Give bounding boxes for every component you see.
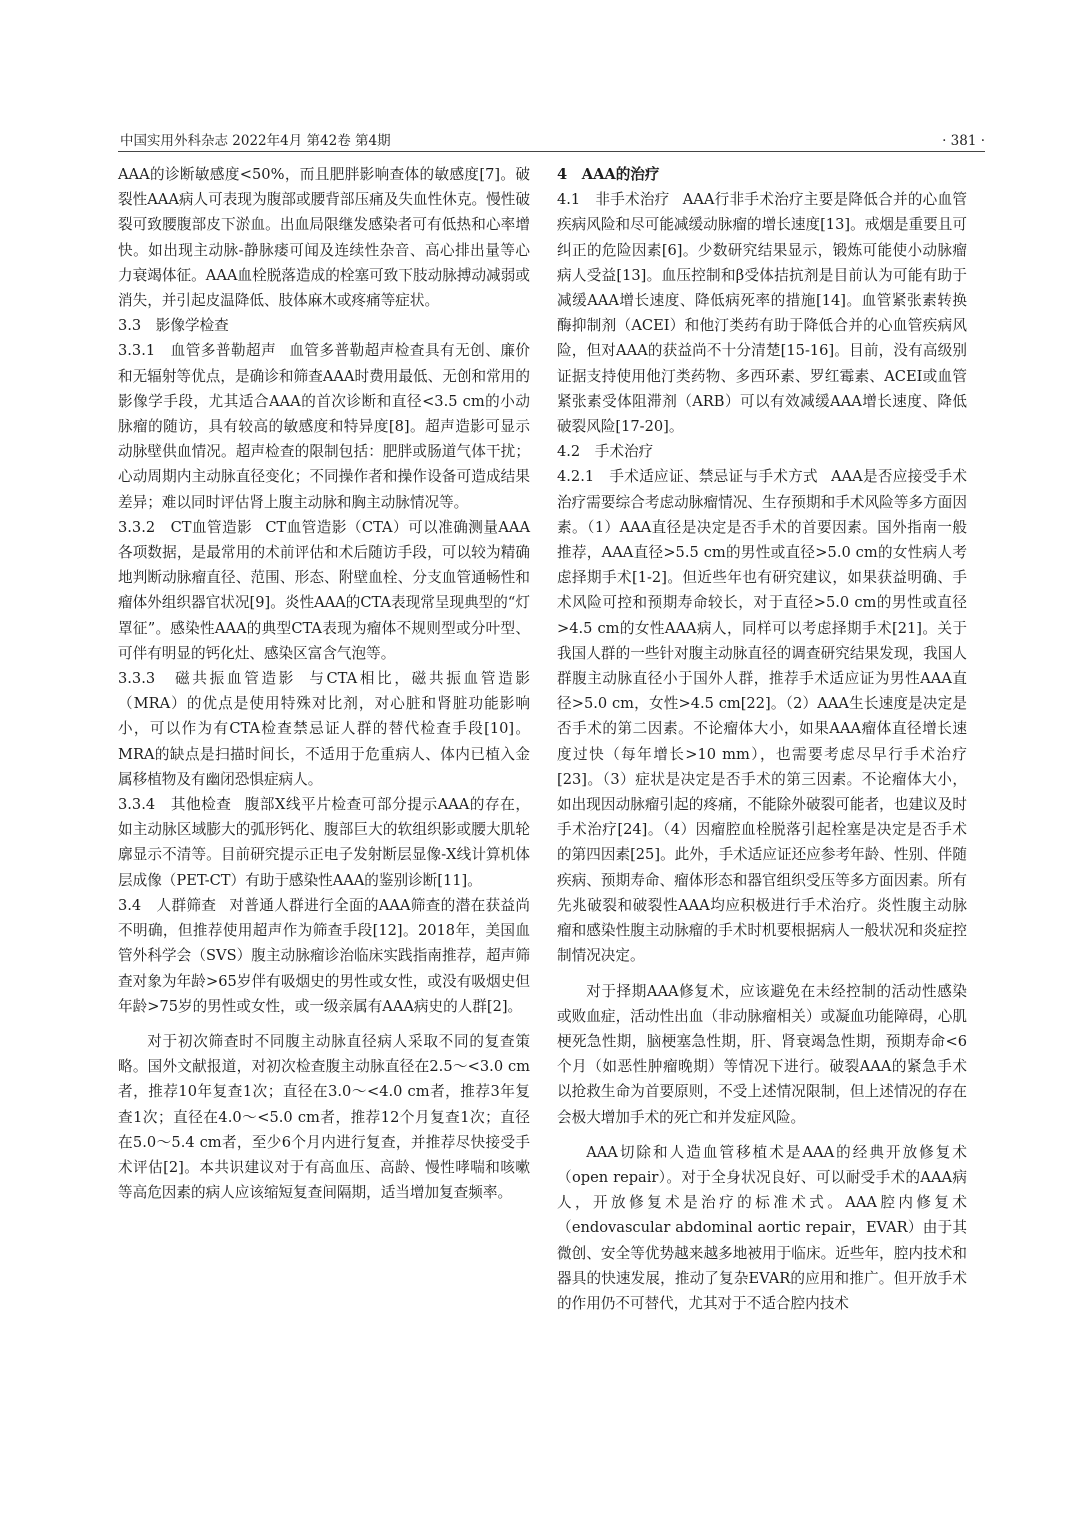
paragraph-screening [118, 893, 530, 1019]
subheading-doppler: 3.3.1 血管多普勒超声 [118, 342, 277, 360]
body-mra: 与CTA相比，磁共振血管造影（MRA）的优点是使用特殊对比剂，对心脏和肾脏功能影响小，可以作为有CTA检查禁忌证人群的替代检查手段[10]。MRA的缺点是扫描时间长，不适用于危重病人、体内已植入金属移植物及有幽闭恐惧症病人。 [118, 670, 530, 788]
section-heading-imaging: 3.3 影像学检查 [118, 317, 229, 335]
subheading-cta: 3.3.2 CT血管造影 [118, 518, 253, 536]
body-nonsurgical: AAA行非手术治疗主要是降低合并的心血管疾病风险和尽可能减缓动脉瘤的增长速度[13]。戒烟是重要且可纠正的危险因素[6]。少数研究结果显示，锻炼可能使小动脉瘤病人受益[13]。血压控制和β受体拮抗剂是目前认为可能有助于减缓AAA增长速度、降低病死率的措施[14]。血管紧张素转换酶抑制剂（ACEI）和他汀类药有助于降低合并的心血管疾病风险，但对AAA的获益尚不十分清楚[15-16]。目前，没有高级别证据支持使用他汀类药物、多西环素、罗红霉素、ACEI或血管紧张素受体阻滞剂（ARB）可以有效减缓AAA增长速度、降低破裂风险[17-20]。 [557, 191, 967, 436]
section-heading-treatment: 4 AAA的治疗 [557, 166, 660, 183]
paragraph-elective-repair: 对于择期AAA修复术，应该避免在未经控制的活动性感染或败血症，活动性出血（非动脉瘤相关）或凝血功能障碍，心肌梗死急性期，脑梗塞急性期，肝、肾衰竭急性期，预期寿命<6个月（如恶性肿瘤晚期）等情况下进行。破裂AAA的紧急手术以抢救生命为首要原则，不受上述情况限制，但上述情况的存在会极大增加手术的死亡和并发症风险。 [557, 982, 967, 1126]
header-rule [118, 151, 985, 152]
right-column [557, 162, 967, 1316]
body-other-exams: 腹部X线平片检查可部分提示AAA的存在，如主动脉区域膨大的弧形钙化、腹部巨大的软组织影或腰大肌轮廓显示不清等。目前研究提示正电子发射断层显像-X线计算机体层成像（PET-CT）有助于感染性AAA的鉴别诊断[11]。 [118, 796, 530, 889]
section-heading-surgical: 4.2 手术治疗 [557, 443, 654, 461]
body-screening: 对普通人群进行全面的AAA筛查的潜在获益尚不明确，但推荐使用超声作为筛查手段[12]。2018年，美国血管外科学会（SVS）腹主动脉瘤诊治临床实践指南推荐，超声筛查对象为年龄>65岁伴有吸烟史的男性或女性，或没有吸烟史但年龄>75岁的男性或女性，或一级亲属有AAA病史的人群[2]。 [118, 896, 530, 1015]
paragraph-doppler [118, 338, 530, 514]
paragraph-nonsurgical [557, 187, 967, 439]
subheading-nonsurgical: 4.1 非手术治疗 [557, 191, 670, 209]
paragraph-mra [118, 666, 530, 792]
paragraph-diagnosis: AAA的诊断敏感度<50%，而且肥胖影响查体的敏感度[7]。破裂性AAA病人可表现为腹部或腰背部压痛及失血性休克。慢性破裂可致腰腹部皮下淤血。出血局限继发感染者可有低热和心率增快。如出现主动脉-静脉瘘可闻及连续性杂音、高心排出量等心力衰竭体征。AAA血栓脱落造成的栓塞可致下肢动脉搏动减弱或消失，并引起皮温降低、肢体麻木或疼痛等症状。 [118, 166, 530, 310]
paragraph-open-repair: AAA切除和人造血管移植术是AAA的经典开放修复术（open repair）。对于全身状况良好、可以耐受手术的AAA病人，开放修复术是治疗的标准术式。AAA腔内修复术（endovascular abdominal aortic repair，EVAR）由于其微创、安全等优势越来越多地被用于临床。近些年，腔内技术和器具的快速发展，推动了复杂EVAR的应用和推广。但开放手术的作用仍不可替代，尤其对于不适合腔内技术 [557, 1143, 967, 1312]
subheading-other-exams: 3.3.4 其他检查 [118, 796, 232, 814]
page-number: · 381 · [942, 133, 985, 149]
body-indications: AAA是否应接受手术治疗需要综合考虑动脉瘤情况、生存预期和手术风险等多方面因素。（1）AAA直径是决定是否手术的首要因素。国外指南一般推荐，AAA直径>5.5 cm的男性或直径>5.0 cm的女性病人考虑择期手术[1-2]。但近些年也有研究建议，如果获益明确、手术风险可控和预期寿命较长，对于直径>5.0 cm的男性或直径>4.5 cm的女性AAA病人，同样可以考虑择期手术[21]。关于我国人群的一些针对腹主动脉直径的调查研究结果发现，我国人群腹主动脉直径小于国外人群，推荐手术适应证为男性AAA直径>5.0 cm，女性>4.5 cm[22]。（2）AAA生长速度是决定是否手术的第二因素。不论瘤体大小，如果AAA瘤体直径增长速度过快（每年增长>10 mm），也需要考虑尽早行手术治疗[23]。（3）症状是决定是否手术的第三因素。不论瘤体大小，如出现因动脉瘤引起的疼痛，不能除外破裂可能者，也建议及时手术治疗[24]。（4）因瘤腔血栓脱落引起栓塞是决定是否手术的第四因素[25]。此外，手术适应证还应参考年龄、性别、伴随疾病、预期寿命、瘤体形态和器官组织受压等多方面因素。所有先兆破裂和破裂性AAA均应积极进行手术治疗。炎性腹主动脉瘤和感染性腹主动脉瘤的手术时机要根据病人一般状况和炎症控制情况决定。 [557, 468, 967, 965]
subheading-screening: 3.4 人群筛查 [118, 896, 217, 914]
paragraph-cta [118, 515, 530, 666]
subheading-mra: 3.3.3 磁共振血管造影 [118, 670, 297, 688]
paragraph-followup: 对于初次筛查时不同腹主动脉直径病人采取不同的复查策略。国外文献报道，对初次检查腹主动脉直径在2.5～<3.0 cm者，推荐10年复查1次；直径在3.0～<4.0 cm者，推荐3年复查1次；直径在4.0～<5.0 cm者，推荐12个月复查1次；直径在5.0～5.4 cm者，至少6个月内进行复查，并推荐尽快接受手术评估[2]。本共识建议对于有高血压、高龄、慢性哮喘和咳嗽等高危因素的病人应该缩短复查间隔期，适当增加复查频率。 [118, 1032, 530, 1202]
paragraph-indications [557, 464, 967, 968]
paragraph-other-exams [118, 792, 530, 893]
body-doppler: 血管多普勒超声检查具有无创、廉价和无辐射等优点，是确诊和筛查AAA时费用最低、无创和常用的影像学手段，尤其适合AAA的首次诊断和直径<3.5 cm的小动脉瘤的随访，具有较高的敏感度和特异度[8]。超声造影可显示动脉壁供血情况。超声检查的限制包括：肥胖或肠道气体干扰；心动周期内主动脉直径变化；不同操作者和操作设备可造成结果差异；难以同时评估肾上腹主动脉和胸主动脉情况等。 [118, 342, 530, 511]
journal-info: 中国实用外科杂志 2022年4月 第42卷 第4期 [120, 133, 391, 149]
subheading-indications: 4.2.1 手术适应证、禁忌证与手术方式 [557, 468, 818, 486]
left-column [118, 162, 530, 1205]
running-header [120, 127, 985, 149]
body-cta: CT血管造影（CTA）可以准确测量AAA各项数据，是最常用的术前评估和术后随访手段，可以较为精确地判断动脉瘤直径、范围、形态、附壁血栓、分支血管通畅性和瘤体外组织器官状况[9]。炎性AAA的CTA表现常呈现典型的“灯罩征”。感染性AAA的典型CTA表现为瘤体不规则型或分叶型、可伴有明显的钙化灶、感染区富含气泡等。 [118, 518, 530, 662]
